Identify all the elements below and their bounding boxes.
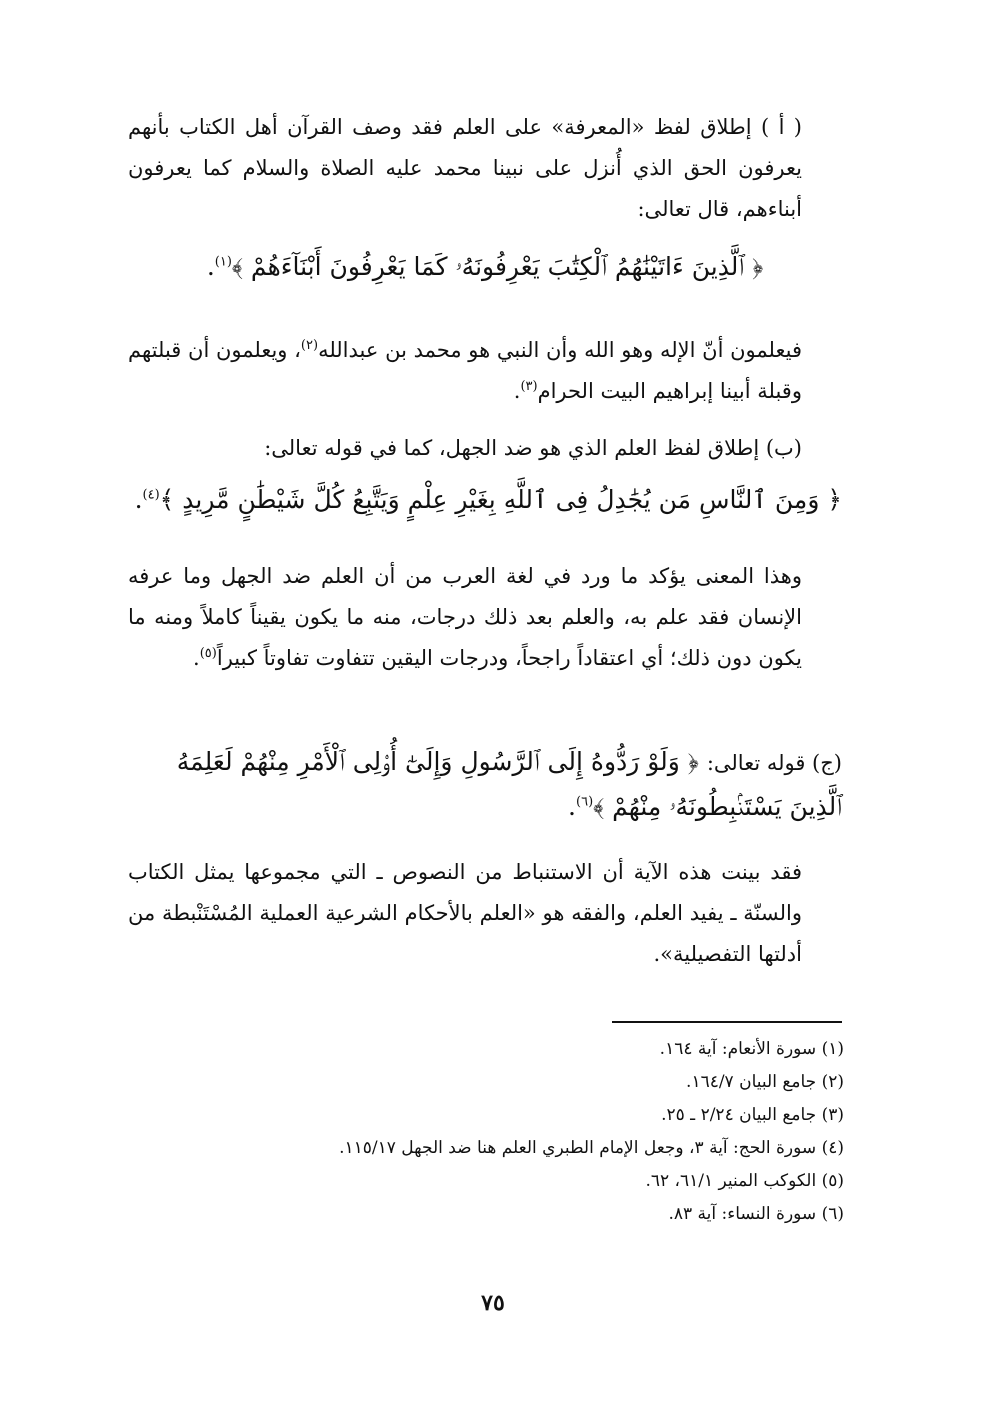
footnote-ref-5: (٥)	[199, 646, 217, 661]
footnote-ref-3: (٣)	[520, 379, 538, 394]
footnote-2: (٢) جامع البيان ١٦٤/٧.	[686, 1072, 844, 1092]
paragraph-b	[128, 428, 842, 469]
paragraph-b-continued-body: وهذا المعنى يؤكد ما ورد في لغة العرب من أن العلم ضد الجهل وما عرفه الإنسان فقد علم به، والعلم بعد ذلك درجات، منه ما يكون يقيناً كاملاً ومنه ما يكون دون ذلك؛ أي اعتقاداً راجحاً، ودرجات اليقين تتفاوت تفاوتاً كبيراً	[128, 564, 802, 670]
footnote-ref-1: (١)	[214, 254, 232, 270]
verse-2	[128, 478, 842, 522]
verse-1-end: .	[206, 252, 215, 281]
paragraph-d	[128, 852, 842, 975]
paragraph-a	[128, 107, 842, 230]
footnote-5: (٥) الكوكب المنير ٦١/١، ٦٢.	[645, 1171, 844, 1191]
paragraph-a-continued-part1: فيعلمون أنّ الإله وهو الله وأن النبي هو محمد بن عبدالله	[318, 338, 802, 362]
paragraph-b-continued-end: .	[193, 646, 200, 670]
paragraph-a-continued	[128, 330, 842, 412]
verse-1	[128, 245, 842, 289]
footnote-3: (٣) جامع البيان ٢/٢٤ ـ ٢٥.	[661, 1105, 844, 1125]
paragraph-a-continued-end: .	[513, 379, 521, 403]
footnotes	[200, 1033, 844, 1231]
footnote-ref-6: (٦)	[576, 794, 594, 810]
footnote-1: (١) سورة الأنعام: آية ١٦٤.	[659, 1039, 844, 1059]
paragraph-b-continued	[128, 556, 842, 679]
verse-3-text: ﴿ وَلَوْ رَدُّوهُ إِلَى ٱلرَّسُولِ وَإِلَىٰٓ أُو۟لِى ٱلْأَمْرِ مِنْهُمْ لَعَلِمَهُ ٱلَّذِينَ يَسْتَنۢبِطُونَهُۥ مِنْهُمْ ﴾	[176, 747, 842, 821]
verse-3-end: .	[568, 792, 576, 821]
paragraph-b-continued-text	[128, 556, 842, 679]
footnote-4: (٤) سورة الحج: آية ٣، وجعل الإمام الطبري العلم هنا ضد الجهل ١١٥/١٧.	[339, 1138, 844, 1158]
paragraph-c	[128, 740, 842, 829]
paragraph-c-lead: (ج) قوله تعالى:	[706, 751, 842, 775]
paragraph-d-text: فقد بينت هذه الآية أن الاستنباط من النصوص ـ التي مجموعها يمثل الكتاب والسنّة ـ يفيد العلم، والفقه هو «العلم بالأحكام الشرعية العملية المُسْتَنْبطة من أدلتها التفصيلية».	[128, 860, 802, 966]
verse-2-text: ﴿ وَمِنَ ٱلنَّاسِ مَن يُجَٰدِلُ فِى ٱللَّهِ بِغَيْرِ عِلْمٍ وَيَتَّبِعُ كُلَّ شَيْطَٰنٍ مَّرِيدٍ ﴾	[159, 485, 842, 514]
footnote-ref-2: (٢)	[300, 338, 319, 353]
footnote-ref-4: (٤)	[142, 487, 160, 503]
paragraph-b-text: (ب) إطلاق لفظ العلم الذي هو ضد الجهل، كما في قوله تعالى:	[264, 436, 802, 460]
footnote-separator	[612, 1021, 842, 1023]
paragraph-a-continued-text	[128, 330, 842, 412]
verse-2-end: .	[134, 485, 143, 514]
paragraph-a-continued-part2: ، ويعلمون أن قبلتهم وقبلة أبينا إبراهيم البيت الحرام	[128, 338, 802, 403]
footnote-6: (٦) سورة النساء: آية ٨٣.	[668, 1204, 844, 1224]
verse-1-text: ﴿ ٱلَّذِينَ ءَاتَيْنَٰهُمُ ٱلْكِتَٰبَ يَعْرِفُونَهُۥ كَمَا يَعْرِفُونَ أَبْنَآءَهُمْ ﴾	[231, 252, 764, 281]
page-number: ٧٥	[481, 1290, 505, 1316]
paragraph-a-text: ( أ ) إطلاق لفظ «المعرفة» على العلم فقد وصف القرآن أهل الكتاب بأنهم يعرفون الحق الذي أُنزل على نبينا محمد عليه الصلاة والسلام كما يعرفون أبناءهم، قال تعالى:	[128, 115, 802, 221]
